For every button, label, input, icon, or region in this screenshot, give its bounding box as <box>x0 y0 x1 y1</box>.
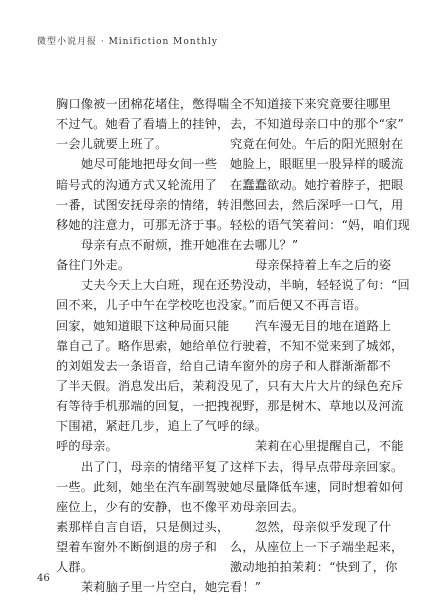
text-line: 见了，只有大片大片的绿色充斥 <box>230 378 404 393</box>
text-line: 胸口像被一团棉花堵住，憋得喘 <box>56 97 230 111</box>
text-line: 靠自己了。略作思索，她给单位 <box>56 338 230 353</box>
text-line: 她尽可能地把母女间一些 <box>81 157 218 172</box>
running-header: 微型小说月报 · Minifiction Monthly <box>37 37 218 47</box>
text-line: 移她的注意力，可那无济于事。 <box>56 217 230 232</box>
text-line: 她脸上，眼眶里一股异样的暖流 <box>230 157 404 172</box>
text-line: 丈夫今天上大白班，现在还 <box>81 278 230 293</box>
text-line: 下围裙，紧赶几步，追上了气呼 <box>56 419 230 434</box>
text-line: 茉莉脑子里一片空白，她完 <box>81 580 230 595</box>
text-line: 回家，她知道眼下这种局面只能 <box>56 318 230 333</box>
text-line: 人群。 <box>56 560 94 575</box>
text-line: 望着车窗外不断倒退的房子和 <box>56 540 218 555</box>
text-line: 一些。此刻，她坐在汽车副驾驶 <box>56 479 230 494</box>
text-line: 暗号式的沟通方式又轮流用了 <box>56 177 218 192</box>
text-line: 母亲保持着上车之后的姿 <box>255 258 392 273</box>
text-line: 一会儿就要上班了。 <box>56 137 168 152</box>
text-line: 的绿。 <box>230 419 268 434</box>
text-line: 家。”而后便又不再言语。 <box>230 298 367 313</box>
text-line: 的刘姐发去一条语音，给自己请 <box>56 358 230 373</box>
text-line: 座位上，少有的安静，也不像平 <box>56 499 230 514</box>
text-line: 有等待手机那端的回复，一把拽 <box>56 399 230 414</box>
text-line: 究竟在何处。午后的阳光照射在 <box>230 137 404 152</box>
text-line: 势没动，半晌，轻轻说了句：“回 <box>230 278 410 293</box>
text-line: 她尽量降低车速，同时想着如何 <box>230 479 404 494</box>
text-line: 备往门外走。 <box>56 258 131 273</box>
text-line: 劝母亲回去。 <box>230 499 305 514</box>
text-line: 泪憋回去，然后深呼一口气，用 <box>230 197 404 212</box>
text-line: 回不来，儿子中午在学校吃也没 <box>56 298 230 313</box>
text-line: 看！” <box>230 580 262 595</box>
text-line: 激动地拍拍茉莉：“快到了，你 <box>230 560 398 575</box>
text-line: 全不知道接下来究竟要往哪里 <box>230 97 392 111</box>
text-line: 在去哪儿？” <box>230 237 299 252</box>
page-number: 46 <box>37 573 50 584</box>
text-line: 车窗外的房子和人群渐渐都不 <box>230 358 392 373</box>
text-line: 么，从座位上一下子端坐起来， <box>230 540 404 555</box>
text-line: 去，不知道母亲口中的那个“家” <box>230 117 404 132</box>
text-line: 茉莉在心里提醒自己，不能 <box>255 439 404 454</box>
text-line: 视野，那是树木、草地以及河流 <box>230 399 404 414</box>
text-line: 不过气。她看了看墙上的挂钟， <box>56 117 230 132</box>
text-line: 行驶着，不知不觉来到了城郊， <box>230 338 404 353</box>
text-line: 在蠢蠢欲动。她拧着脖子，把眼 <box>230 177 404 192</box>
text-line: 这样下去，得早点带母亲回家。 <box>230 459 404 474</box>
left-column <box>56 94 230 598</box>
text-line: 轻松的语气笑着问：“妈，咱们现 <box>230 217 410 232</box>
right-column <box>230 94 410 598</box>
text-line: 忽然，母亲似乎发现了什 <box>255 519 392 534</box>
text-line: 一番，试图安抚母亲的情绪，转 <box>56 197 230 212</box>
text-line: 素那样自言自语，只是侧过头， <box>56 519 230 534</box>
text-line: 母亲有点不耐烦，推开她准 <box>81 237 230 252</box>
text-line: 出了门，母亲的情绪平复了 <box>81 459 230 474</box>
text-line: 汽车漫无目的地在道路上 <box>255 318 392 333</box>
text-line: 呼的母亲。 <box>56 439 118 454</box>
text-line: 了半天假。消息发出后，茉莉没 <box>56 378 230 393</box>
